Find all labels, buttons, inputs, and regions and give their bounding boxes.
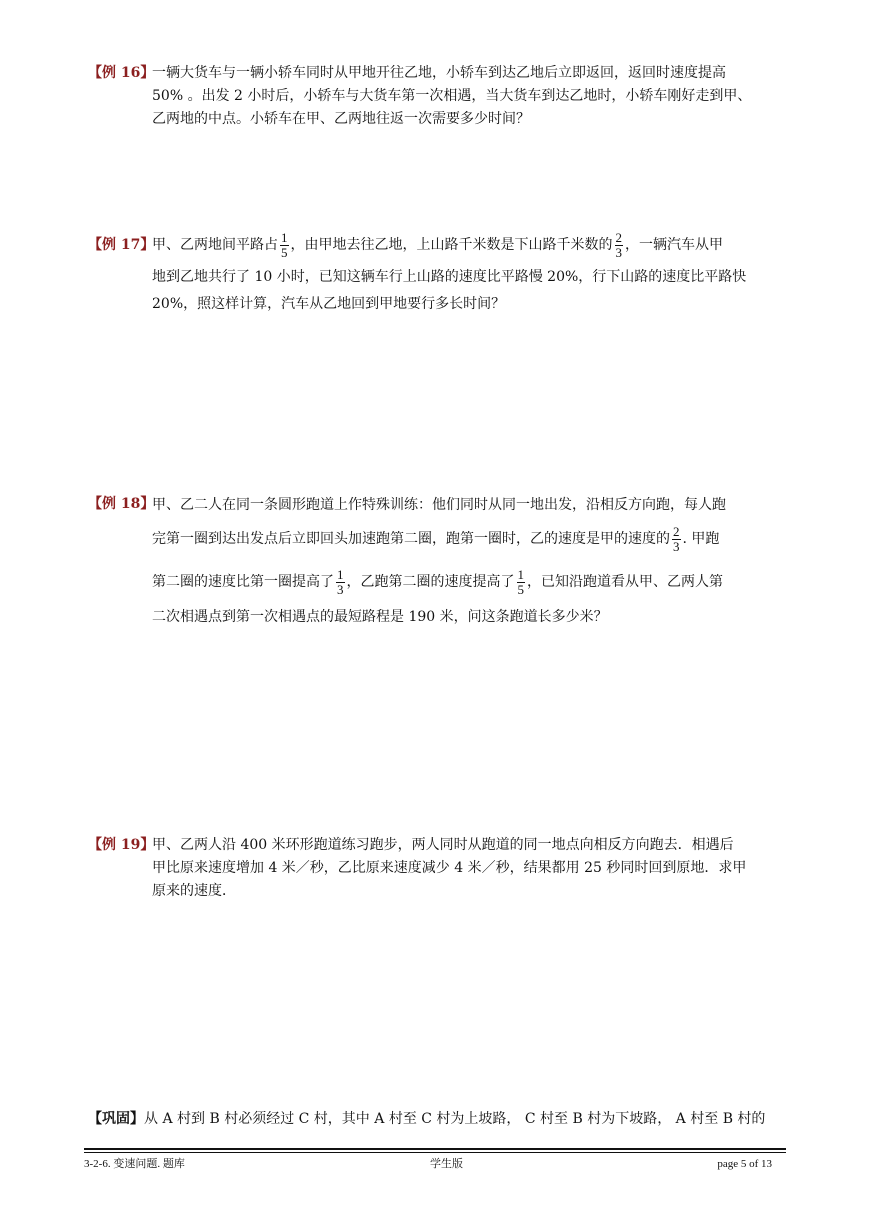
problem-text-segment: 完第一圈到达出发点后立即回头加速跑第二圈，跑第一圈时，乙的速度是甲的速度的 bbox=[152, 531, 670, 547]
fraction bbox=[280, 231, 289, 260]
numerator: 2 bbox=[615, 229, 622, 245]
consolidate-text: 从 A 村到 B 村必须经过 C 村，其中 A 村至 C 村为上坡路， C 村至 B 村为下坡路， A 村至 B 村的 bbox=[144, 1111, 766, 1127]
fraction bbox=[615, 231, 624, 260]
numerator: 2 bbox=[673, 523, 680, 539]
problem-19 bbox=[88, 834, 788, 903]
problem-17 bbox=[88, 226, 788, 318]
problem-text-segment: 甲、乙两地间平路占 bbox=[152, 237, 278, 253]
problem-text-line: 甲、乙二人在同一条圆形跑道上作特殊训练：他们同时从同一地出发，沿相反方向跑，每人跑 bbox=[152, 497, 726, 513]
footer-edition: 学生版 bbox=[430, 1158, 463, 1170]
problem-text-segment: ，由甲地去往乙地，上山路千米数是下山路千米数的 bbox=[290, 237, 613, 253]
problem-tag: 【例 17】 bbox=[88, 237, 155, 253]
problem-tag: 【例 19】 bbox=[88, 837, 155, 853]
problem-text-line: 20%，照这样计算，汽车从乙地回到甲地要行多长时间？ bbox=[152, 296, 506, 312]
footer-divider bbox=[84, 1148, 786, 1150]
problem-text-segment: ，乙跑第二圈的速度提高了 bbox=[346, 574, 515, 590]
footer-source: 3-2-6. 变速问题. 题库 bbox=[84, 1158, 185, 1170]
problem-text-line: 地到乙地共行了 10 小时，已知这辆车行上山路的速度比平路慢 20%，行下山路的速度比平路快 bbox=[152, 269, 747, 285]
problem-text-line: 一辆大货车与一辆小轿车同时从甲地开往乙地，小轿车到达乙地后立即返回，返回时速度提高 bbox=[152, 65, 726, 81]
problem-text-line bbox=[152, 517, 788, 561]
problem-text-line: 二次相遇点到第一次相遇点的最短路程是 190 米，问这条跑道长多少米？ bbox=[152, 609, 608, 625]
consolidate-problem bbox=[88, 1108, 788, 1130]
problem-text-line: 50% 。出发 2 小时后，小轿车与大货车第一次相遇，当大货车到达乙地时，小轿车刚好走到甲、 bbox=[152, 88, 752, 104]
footer-page-number: page 5 of 13 bbox=[717, 1158, 772, 1170]
numerator: 1 bbox=[517, 566, 524, 582]
problem-text-line: 甲、乙两人沿 400 米环形跑道练习跑步，两人同时从跑道的同一地点向相反方向跑去．相遇后 bbox=[152, 837, 734, 853]
consolidate-tag: 【巩固】 bbox=[88, 1111, 144, 1127]
problem-text-segment: ，已知沿跑道看从甲、乙两人第 bbox=[527, 574, 723, 590]
denominator: 5 bbox=[517, 581, 524, 597]
denominator: 3 bbox=[673, 538, 680, 554]
problem-tag: 【例 18】 bbox=[88, 496, 155, 512]
denominator: 3 bbox=[615, 244, 622, 260]
denominator: 3 bbox=[337, 581, 344, 597]
problem-text-line bbox=[152, 561, 788, 603]
fraction bbox=[517, 568, 526, 597]
problem-16 bbox=[88, 62, 788, 131]
footer-divider bbox=[84, 1152, 786, 1153]
problem-text-line: 乙两地的中点。小轿车在甲、乙两地往返一次需要多少时间？ bbox=[152, 111, 530, 127]
denominator: 5 bbox=[281, 244, 288, 260]
problem-text-segment: . 甲跑 bbox=[682, 531, 720, 547]
problem-text-segment: 第二圈的速度比第一圈提高了 bbox=[152, 574, 334, 590]
fraction bbox=[672, 525, 681, 554]
problem-text-line bbox=[152, 226, 788, 264]
numerator: 1 bbox=[281, 229, 288, 245]
problem-text-line: 甲比原来速度增加 4 米／秒，乙比原来速度减少 4 米／秒，结果都用 25 秒同时回到原地．求甲 bbox=[152, 860, 747, 876]
numerator: 1 bbox=[337, 566, 344, 582]
problem-18 bbox=[88, 493, 788, 631]
problem-tag: 【例 16】 bbox=[88, 65, 155, 81]
problem-text-segment: ，一辆汽车从甲 bbox=[625, 237, 723, 253]
problem-text-line: 原来的速度． bbox=[152, 883, 236, 899]
fraction bbox=[336, 568, 345, 597]
